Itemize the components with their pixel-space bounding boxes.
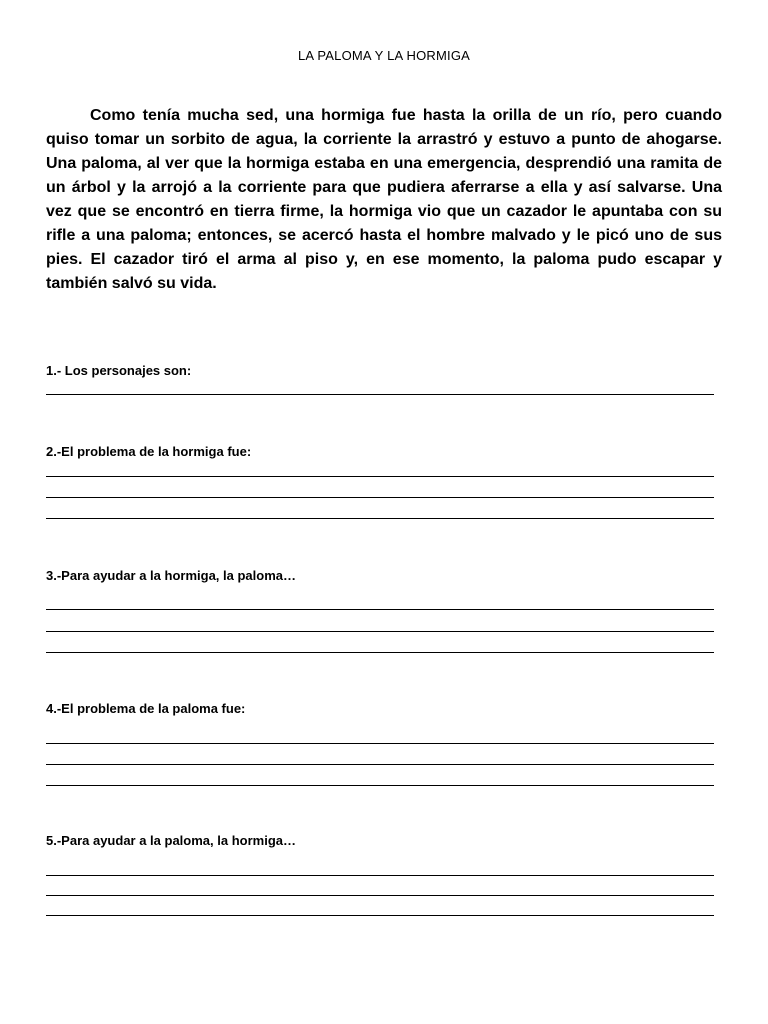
question-5-label: 5.-Para ayudar a la paloma, la hormiga… bbox=[46, 833, 296, 848]
question-5 bbox=[46, 833, 722, 849]
answer-line bbox=[46, 631, 714, 632]
answer-line bbox=[46, 764, 714, 765]
answer-line bbox=[46, 652, 714, 653]
answer-line bbox=[46, 875, 714, 876]
answer-line bbox=[46, 895, 714, 896]
answer-line bbox=[46, 518, 714, 519]
question-1-label: 1.- Los personajes son: bbox=[46, 363, 192, 378]
story-paragraph: Como tenía mucha sed, una hormiga fue hasta la orilla de un río, pero cuando quiso tomar un sorbito de agua, la corriente la arrastró y estuvo a punto de ahogarse. Una paloma, al ver que la hormiga estaba en una emergencia, desprendió una ramita de un árbol y la arrojó a la corriente para que pudiera aferrarse a ella y así salvarse. Una vez que se encontró en tierra firme, la hormiga vio que un cazador le apuntaba con su rifle a una paloma; entonces, se acercó hasta el hombre malvado y le picó uno de sus pies. El cazador tiró el arma al piso y, en ese momento, la paloma pudo escapar y también salvó su vida. bbox=[46, 107, 722, 292]
question-2-label: 2.-El problema de la hormiga fue: bbox=[46, 444, 252, 459]
answer-line bbox=[46, 609, 714, 610]
document-title: LA PALOMA Y LA HORMIGA bbox=[297, 48, 471, 63]
question-4 bbox=[46, 701, 722, 717]
answer-line bbox=[46, 915, 714, 916]
answer-line bbox=[46, 497, 714, 498]
answer-line bbox=[46, 785, 714, 786]
question-1 bbox=[46, 363, 722, 379]
answer-line bbox=[46, 476, 714, 477]
answer-line bbox=[46, 743, 714, 744]
answer-line bbox=[46, 394, 714, 395]
question-2 bbox=[46, 444, 722, 460]
question-3-label: 3.-Para ayudar a la hormiga, la paloma… bbox=[46, 568, 296, 583]
question-4-label: 4.-El problema de la paloma fue: bbox=[46, 701, 246, 716]
question-3 bbox=[46, 568, 722, 584]
